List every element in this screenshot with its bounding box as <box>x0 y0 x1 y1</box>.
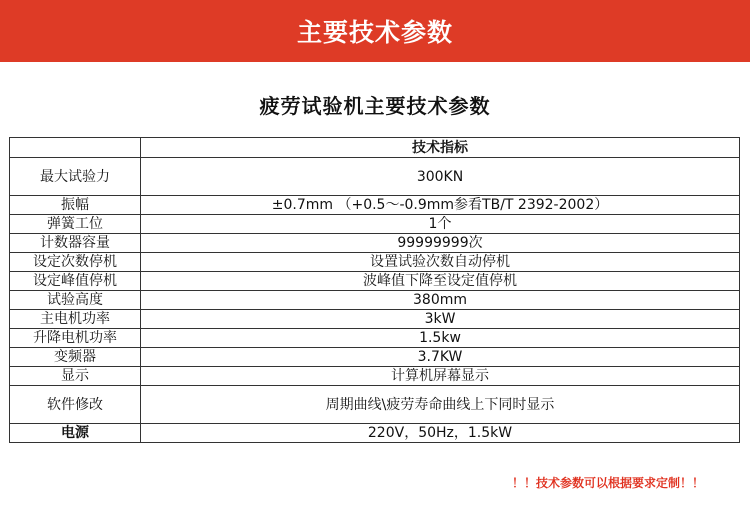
param-value: 380mm <box>141 291 740 310</box>
table-row <box>10 367 740 386</box>
document-title: 疲劳试验机主要技术参数 <box>259 94 491 118</box>
table-header-row <box>10 138 740 158</box>
param-value: 1个 <box>141 215 740 234</box>
param-value: 220V，50Hz，1.5kW <box>141 424 740 443</box>
param-name: 显示 <box>10 367 141 386</box>
param-value: 3kW <box>141 310 740 329</box>
param-value: 波峰值下降至设定值停机 <box>141 272 740 291</box>
page-banner <box>0 0 750 62</box>
param-name: 弹簧工位 <box>10 215 141 234</box>
param-value: 99999999次 <box>141 234 740 253</box>
table-row <box>10 386 740 424</box>
param-name: 设定次数停机 <box>10 253 141 272</box>
param-value: ±0.7mm （+0.5～-0.9mm参看TB/T 2392-2002） <box>141 196 740 215</box>
param-value: 周期曲线\疲劳寿命曲线上下同时显示 <box>141 386 740 424</box>
param-name: 最大试验力 <box>10 158 141 196</box>
param-name: 设定峰值停机 <box>10 272 141 291</box>
table-row <box>10 196 740 215</box>
header-blank-cell <box>10 138 141 158</box>
table-row <box>10 215 740 234</box>
param-name: 试验高度 <box>10 291 141 310</box>
param-value: 1.5kw <box>141 329 740 348</box>
param-name: 主电机功率 <box>10 310 141 329</box>
param-name: 计数器容量 <box>10 234 141 253</box>
param-name: 振幅 <box>10 196 141 215</box>
table-row <box>10 253 740 272</box>
param-value: 300KN <box>141 158 740 196</box>
param-value: 设置试验次数自动停机 <box>141 253 740 272</box>
param-name: 软件修改 <box>10 386 141 424</box>
table-row <box>10 424 740 443</box>
table-row <box>10 291 740 310</box>
header-spec-cell: 技术指标 <box>141 138 740 158</box>
table-row <box>10 348 740 367</box>
param-value: 3.7KW <box>141 348 740 367</box>
customization-note: ！！技术参数可以根据要求定制！！ <box>511 476 704 490</box>
table-row <box>10 234 740 253</box>
param-name: 电源 <box>10 424 141 443</box>
spec-table <box>9 137 740 443</box>
table-row <box>10 158 740 196</box>
table-row <box>10 272 740 291</box>
param-name: 变频器 <box>10 348 141 367</box>
param-name: 升降电机功率 <box>10 329 141 348</box>
param-value: 计算机屏幕显示 <box>141 367 740 386</box>
banner-title: 主要技术参数 <box>296 18 453 47</box>
table-row <box>10 329 740 348</box>
table-row <box>10 310 740 329</box>
